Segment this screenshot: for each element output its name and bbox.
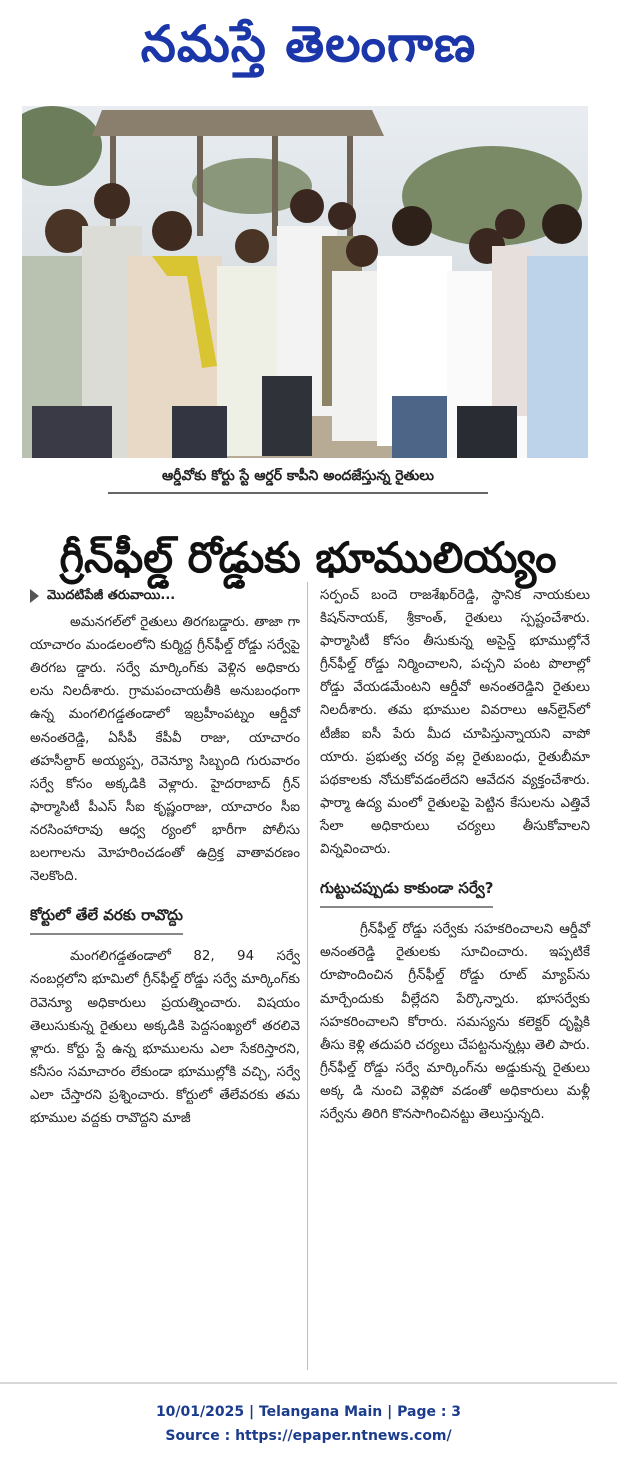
headline: గ్రీన్‌ఫీల్డ్ రోడ్డుకు భూములియ్యం (59, 533, 557, 583)
newspaper-title: నమస్తే తెలంగాణ (140, 14, 477, 73)
article-column-right (320, 584, 590, 1126)
subheading: కోర్టులో తేలే వరకు రావొద్దు (30, 904, 183, 935)
footer-date-edition-page: 10/01/2025 | Telangana Main | Page : 3 (155, 1404, 462, 1420)
photo-caption-bar (108, 462, 488, 494)
continuation-note (30, 584, 300, 607)
chevron-right-icon (30, 589, 39, 603)
paragraph: సర్పంచ్ బందె రాజశేఖర్‌రెడ్డి, స్థానిక నాయకులు కిషన్‌నాయక్, శ్రీకాంత్, రైతులు స్పష్టంచేశారు. ఫార్మాసిటీ కోసం తీసుకున్న అసైన్డ్ భూముల్లోనే గ్రీన్‌ఫీల్డ్ రోడ్డు నిర్మించాలని, పచ్చని పంట పొలాల్లో రోడ్డు వేయడమేంటని ఆర్డీవో అనంతరెడ్డిని రైతులు నిలదీశారు. తమ భూముల వివరాలు ఆన్‌లైన్‌లో టీజీఐ ఐసీ పేరు మీద చూపిస్తున్నాయని వాపో యారు. ప్రభుత్వ చర్య వల్ల రైతుబంధు, రైతుబీమా పథకాలకు నోచుకోవడంలేదని ఆవేదన వ్యక్తంచేశారు. ఫార్మా ఉద్య మంలో రైతులపై పెట్టిన కేసులను ఎత్తివే సేలా అధికారులు చర్యలు తీసుకోవాలని విన్నవించారు. (320, 588, 590, 858)
footer-divider (0, 1382, 617, 1384)
news-photo-image (22, 106, 588, 458)
column-divider (307, 582, 308, 1370)
continuation-text: మొదటిపేజీ తరువాయి... (47, 588, 176, 603)
paragraph: గ్రీన్‌ఫీల్డ్ రోడ్డు సర్వేకు సహకరించాలని ఆర్డీవో అనంతరెడ్డి రైతులకు సూచించారు. ఇప్పటికే రూపొందించిన గ్రీన్‌ఫీల్డ్ రోడ్డు రూట్ మ్యాప్‌ను మార్చేందుకు వీల్లేదని పేర్కొన్నారు. భూసర్వేకు సహకరించాలని కోరారు. సమస్యను కలెక్టర్ దృష్టికి తీసు కెళ్లి తదుపరి చర్యలు చేపట్టనున్నట్లు తెలి పారు. గ్రీన్‌ఫీల్డ్ రోడ్డు సర్వే మార్కింగ్‌ను అడ్డుకున్న రైతులు అక్క డి నుంచి వెళ్లిపో వడంతో అధికారులు మళ్లీ సర్వేను తిరిగి కొనసాగించినట్టు తెలుస్తున్నది. (320, 922, 590, 1122)
paragraph: మంగలిగడ్డతండాలో 82, 94 సర్వే నంబర్లలోని భూమిలో గ్రీన్‌ఫీల్డ్ రోడ్డు సర్వే మార్కింగ్‌కు రెవెన్యూ అధికారులు ప్రయత్నించారు. విషయం తెలుసుకున్న రైతులు అక్కడికి పెద్దసంఖ్యలో తరలివె ళ్లారు. కోర్టు స్టే ఉన్న భూములను ఎలా సేకరిస్తారని, కనీసం సమాచారం లేకుండా భూముల్లోకి వచ్చి, సర్వే ఎలా చేస్తారని ప్రశ్నించారు. కోర్టులో తేలేవరకు తమ భూముల వద్దకు రావొద్దని మాజీ (30, 949, 300, 1126)
article-column-left (30, 584, 300, 1130)
photo-caption: ఆర్డీవోకు కోర్టు స్టే ఆర్డర్ కాపీని అందజేస్తున్న రైతులు (161, 467, 435, 484)
footer-source: Source : https://epaper.ntnews.com/ (165, 1428, 452, 1444)
subheading: గుట్టుచప్పుడు కాకుండా సర్వే? (320, 877, 493, 908)
news-photo (22, 106, 588, 458)
footer (0, 1400, 617, 1448)
paragraph: అమనగల్‌లో రైతులు తిరగబడ్డారు. తాజా గా యాచారం మండలంలోని కుర్మిద్ద గ్రీన్‌ఫీల్డ్ రోడ్డు సర్వేపై తిరగబ డ్డారు. సర్వే మార్కింగ్‌కు వెళ్లిన అధికారు లను నిలదీశారు. గ్రామపంచాయతీకి అనుబంధంగా ఉన్న మంగలిగడ్డతండాలో ఇబ్రహీంపట్నం ఆర్డీవో అనంతరెడ్డి, ఏసీపీ కేపీవీ రాజు, యాచారం తహసీల్దార్ అయ్యప్ప, రెవెన్యూ సిబ్బంది గురువారం సర్వే కోసం అక్కడికి వెళ్లారు. హైదరాబాద్ గ్రీన్ ఫార్మాసిటీ పీఎస్ సీఐ కృష్ణంరాజు, యాచారం సీఐ నరసింహారావు ఆధ్వ ర్యంలో భారీగా పోలీసు బలగాలను మోహరించడంతో ఉద్రిక్త వాతావరణం నెలకొంది. (30, 615, 300, 885)
masthead (0, 0, 617, 100)
